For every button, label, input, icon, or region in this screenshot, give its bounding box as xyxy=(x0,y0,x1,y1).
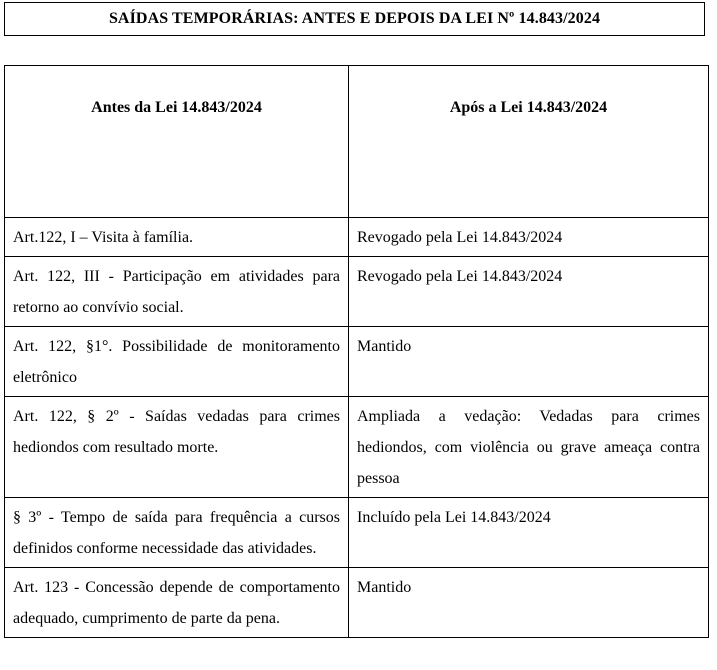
cell-before: Art. 122, III - Participação em atividades para retorno ao convívio social. xyxy=(5,257,349,327)
cell-before: Art. 123 - Concessão depende de comportamento adequado, cumprimento de parte da pena. xyxy=(5,568,349,638)
document-title: SAÍDAS TEMPORÁRIAS: ANTES E DEPOIS DA LEI Nº 14.843/2024 xyxy=(4,2,705,36)
cell-before: § 3º - Tempo de saída para frequência a cursos definidos conforme necessidade das atividades. xyxy=(5,498,349,568)
cell-before: Art. 122, §1°. Possibilidade de monitoramento eletrônico xyxy=(5,327,349,397)
header-after xyxy=(349,66,709,218)
cell-before: Art.122, I – Visita à família. xyxy=(5,218,349,257)
cell-after: Mantido xyxy=(349,568,709,638)
cell-after: Incluído pela Lei 14.843/2024 xyxy=(349,498,709,568)
table-row xyxy=(5,397,709,498)
cell-after: Ampliada a vedação: Vedadas para crimes hediondos, com violência ou grave ameaça contra pessoa xyxy=(349,397,709,498)
table-row xyxy=(5,498,709,568)
cell-after: Mantido xyxy=(349,327,709,397)
cell-after: Revogado pela Lei 14.843/2024 xyxy=(349,218,709,257)
cell-after: Revogado pela Lei 14.843/2024 xyxy=(349,257,709,327)
header-after-label: Após a Lei 14.843/2024 xyxy=(449,99,608,116)
table-row xyxy=(5,218,709,257)
header-before-label: Antes da Lei 14.843/2024 xyxy=(91,99,262,116)
comparison-table xyxy=(4,65,709,638)
table-header-row xyxy=(5,66,709,218)
table-row xyxy=(5,568,709,638)
header-before xyxy=(5,66,349,218)
cell-before: Art. 122, § 2º - Saídas vedadas para crimes hediondos com resultado morte. xyxy=(5,397,349,498)
table-row xyxy=(5,327,709,397)
table-row xyxy=(5,257,709,327)
